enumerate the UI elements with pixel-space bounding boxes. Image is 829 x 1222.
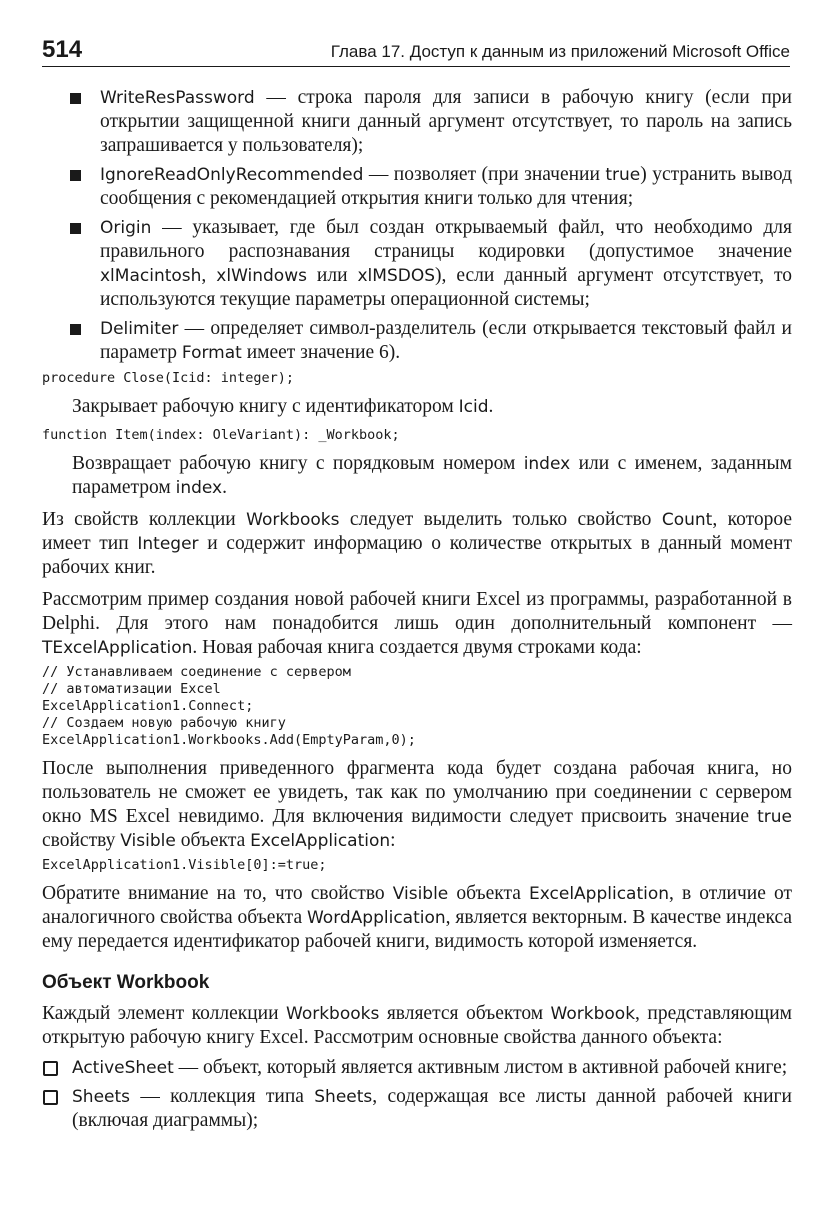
list-item	[42, 163, 792, 211]
paragraph-count	[42, 508, 792, 580]
paragraph-after-code	[42, 757, 792, 853]
item-description	[42, 452, 792, 500]
item-text: имеет значение 6).	[241, 342, 401, 363]
list-item	[42, 86, 792, 158]
term: TExcelApplication	[42, 638, 193, 658]
code-listing: // Устанавливаем соединение с сервером // автоматизации Excel ExcelApplication1.Connect; // Создаем новую рабочую книгу ExcelApplication1.Workbooks.Add(EmptyParam,0);	[42, 664, 416, 748]
desc-text: или с именем, заданным параметром	[72, 453, 792, 498]
para-text: Обратите внимание на то, что свойство	[42, 883, 393, 904]
item-text: — определяет символ-разделитель (если открывается текстовый файл и параметр	[100, 318, 792, 363]
separator: или	[306, 265, 358, 286]
term: ExcelApplication	[529, 884, 670, 904]
term: true	[605, 165, 641, 185]
paragraph-workbook	[42, 1002, 792, 1050]
argument-list	[42, 86, 792, 365]
para-text: , является векторным. В качестве индекса ему передается идентификатор рабочей книги, видимость которой изменяется.	[42, 907, 792, 952]
item-text: — указывает, где был создан открываемый файл, что необходимо для правильного распознавания страницы кодировки (допустимое значение	[100, 217, 792, 262]
term: Count	[661, 510, 713, 530]
paragraph-note	[42, 882, 792, 954]
term: Origin	[100, 218, 152, 238]
term: Workbooks	[246, 510, 340, 530]
property-list	[42, 1056, 792, 1133]
term: Icid	[458, 397, 489, 417]
term: Workbooks	[286, 1004, 380, 1024]
para-text: . Новая рабочая книга создается двумя строками кода:	[192, 637, 642, 658]
para-text: и содержит информацию о количестве открытых в данный момент рабочих книг.	[42, 533, 793, 578]
term: Visible	[392, 884, 449, 904]
running-title: Глава 17. Доступ к данным из приложений Microsoft Office	[330, 42, 790, 61]
para-text: следует выделить только свойство	[339, 509, 662, 530]
paragraph-example	[42, 588, 792, 660]
item-signature: function Item(index: OleVariant): _Workbook;	[42, 427, 400, 443]
para-text: является объектом	[379, 1003, 551, 1024]
item-text: — строка пароля для записи в рабочую книгу (если при открытии защищенной книги данный аргумент отсутствует, то пароль на запись запрашивается у пользователя);	[100, 87, 792, 156]
term: WriteResPassword	[100, 88, 255, 108]
term: Workbook	[550, 1004, 636, 1024]
para-text: , представляющим открытую рабочую книгу Excel. Рассмотрим основные свойства данного объекта:	[42, 1003, 792, 1048]
para-text: Каждый элемент коллекции	[42, 1003, 286, 1024]
separator: ,	[201, 265, 217, 286]
para-text: Рассмотрим пример создания новой рабочей книги Excel из программы, разработанной в Delphi. Для этого нам понадобится лишь один дополнительный компонент —	[42, 589, 792, 634]
item-text: , содержащая все листы данной рабочей книги (включая диаграммы);	[72, 1086, 792, 1131]
code-line: ExcelApplication1.Visible[0]:=true;	[42, 857, 327, 873]
item-text: ), если данный аргумент отсутствует, то используются текущие параметры операционной системы;	[100, 265, 793, 310]
term: Format	[181, 343, 242, 363]
item-text: — позволяет (при значении	[363, 164, 606, 185]
term: WordApplication	[306, 908, 446, 928]
term: Visible	[120, 831, 176, 851]
term: index	[175, 478, 223, 498]
para-text: объекта	[448, 883, 530, 904]
section-heading: Объект Workbook	[42, 972, 210, 993]
term: true	[757, 807, 792, 827]
para-text: объекта	[175, 830, 251, 851]
term: xlMacintosh	[100, 266, 202, 286]
desc-text: Возвращает рабочую книгу с порядковым номером	[72, 453, 524, 474]
term: IgnoreReadOnlyRecommended	[100, 165, 364, 185]
term: xlMSDOS	[357, 266, 436, 286]
close-signature: procedure Close(Icid: integer);	[42, 370, 294, 386]
term: Sheets	[72, 1087, 131, 1107]
list-item	[42, 1085, 792, 1133]
term: ActiveSheet	[72, 1058, 174, 1078]
term: Delimiter	[100, 319, 179, 339]
list-item	[42, 317, 792, 365]
para-text: , которое имеет тип	[42, 509, 792, 554]
page-number: 514	[42, 36, 83, 63]
page-header	[42, 34, 790, 67]
term: index	[523, 454, 571, 474]
term: Sheets	[314, 1087, 373, 1107]
desc-text: .	[222, 477, 227, 498]
item-text: — коллекция типа	[130, 1086, 315, 1107]
para-text: , в отличие от аналогичного свойства объекта	[42, 883, 792, 928]
para-text: Из свойств коллекции	[42, 509, 247, 530]
term: xlWindows	[216, 266, 307, 286]
list-item	[42, 1056, 792, 1080]
page-body	[42, 86, 792, 1138]
item-text: ) устранить вывод сообщения с рекомендацией открытия книги только для чтения;	[100, 164, 792, 209]
desc-text: Закрывает рабочую книгу с идентификатором	[72, 396, 459, 417]
term: ExcelApplication	[250, 831, 391, 851]
para-text: После выполнения приведенного фрагмента кода будет создана рабочая книга, но пользователь не сможет ее увидеть, так как по умолчанию при соединении с сервером окно MS Excel невидимо. Для включения видимости следует присвоить значение	[42, 758, 792, 827]
term: Integer	[137, 534, 199, 554]
list-item	[42, 216, 792, 312]
close-description	[42, 395, 792, 419]
desc-text: .	[488, 396, 494, 417]
para-text: :	[390, 830, 396, 851]
item-text: — объект, который является активным листом в активной рабочей книге;	[173, 1057, 788, 1078]
para-text: свойству	[42, 830, 121, 851]
